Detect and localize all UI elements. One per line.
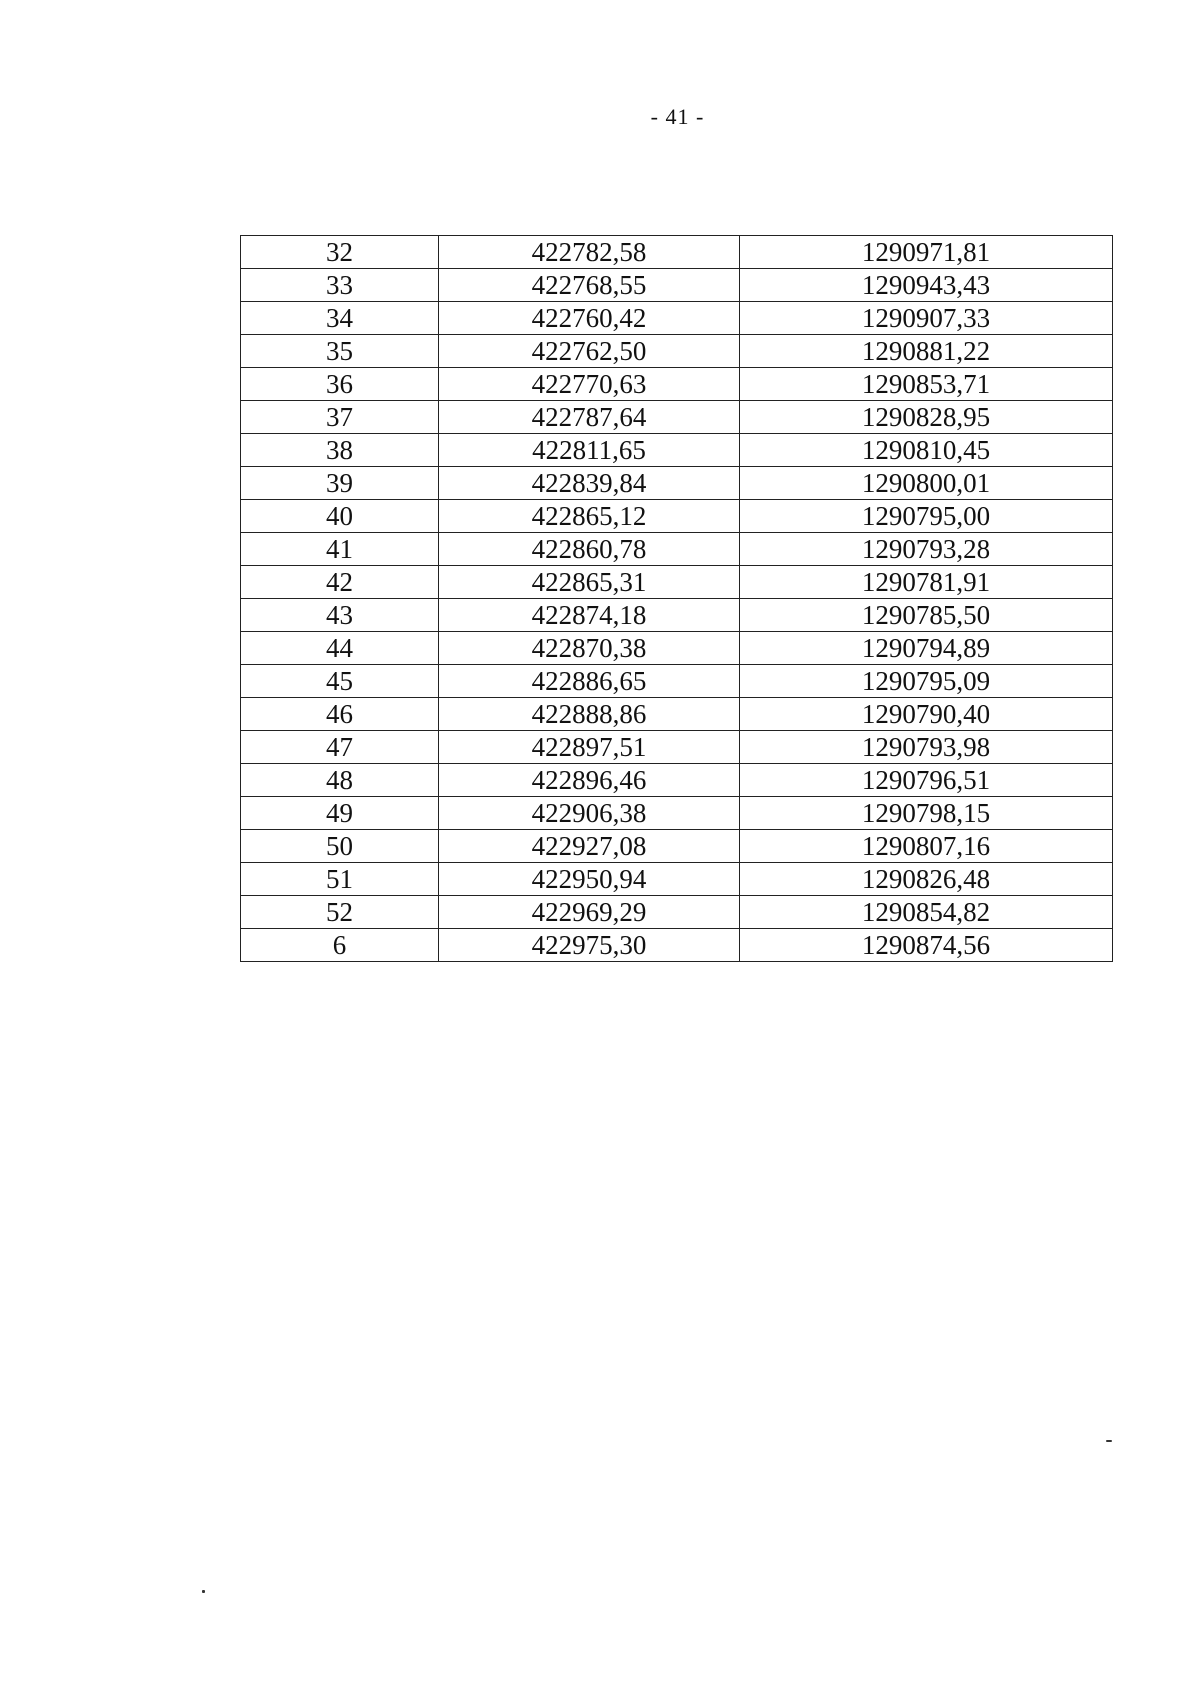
x-coordinate-cell: 422975,30 [439,929,740,962]
x-coordinate-cell: 422896,46 [439,764,740,797]
point-number-cell: 38 [241,434,439,467]
scan-speck [1106,1440,1112,1442]
y-coordinate-cell: 1290795,00 [740,500,1113,533]
x-coordinate-cell: 422787,64 [439,401,740,434]
y-coordinate-cell: 1290881,22 [740,335,1113,368]
point-number-cell: 52 [241,896,439,929]
x-coordinate-cell: 422782,58 [439,236,740,269]
y-coordinate-cell: 1290971,81 [740,236,1113,269]
x-coordinate-cell: 422886,65 [439,665,740,698]
table-row [241,896,1113,929]
x-coordinate-cell: 422865,31 [439,566,740,599]
point-number-cell: 6 [241,929,439,962]
x-coordinate-cell: 422874,18 [439,599,740,632]
point-number-cell: 33 [241,269,439,302]
y-coordinate-cell: 1290781,91 [740,566,1113,599]
y-coordinate-cell: 1290800,01 [740,467,1113,500]
y-coordinate-cell: 1290795,09 [740,665,1113,698]
point-number-cell: 49 [241,797,439,830]
point-number-cell: 47 [241,731,439,764]
table-row [241,401,1113,434]
x-coordinate-cell: 422760,42 [439,302,740,335]
table-row [241,929,1113,962]
y-coordinate-cell: 1290790,40 [740,698,1113,731]
table-row [241,533,1113,566]
point-number-cell: 48 [241,764,439,797]
table-row [241,269,1113,302]
point-number-cell: 50 [241,830,439,863]
x-coordinate-cell: 422870,38 [439,632,740,665]
point-number-cell: 44 [241,632,439,665]
point-number-cell: 46 [241,698,439,731]
x-coordinate-cell: 422888,86 [439,698,740,731]
point-number-cell: 41 [241,533,439,566]
x-coordinate-cell: 422969,29 [439,896,740,929]
point-number-cell: 39 [241,467,439,500]
point-number-cell: 34 [241,302,439,335]
x-coordinate-cell: 422927,08 [439,830,740,863]
point-number-cell: 36 [241,368,439,401]
x-coordinate-cell: 422811,65 [439,434,740,467]
y-coordinate-cell: 1290793,28 [740,533,1113,566]
table-row [241,434,1113,467]
table-row [241,764,1113,797]
y-coordinate-cell: 1290826,48 [740,863,1113,896]
y-coordinate-cell: 1290853,71 [740,368,1113,401]
coordinates-table-body [241,236,1113,962]
y-coordinate-cell: 1290807,16 [740,830,1113,863]
x-coordinate-cell: 422897,51 [439,731,740,764]
x-coordinate-cell: 422839,84 [439,467,740,500]
point-number-cell: 32 [241,236,439,269]
x-coordinate-cell: 422950,94 [439,863,740,896]
y-coordinate-cell: 1290907,33 [740,302,1113,335]
table-row [241,599,1113,632]
page-number: - 41 - [650,104,705,129]
table-row [241,467,1113,500]
table-row [241,632,1113,665]
table-row [241,665,1113,698]
x-coordinate-cell: 422770,63 [439,368,740,401]
table-row [241,335,1113,368]
table-row [241,500,1113,533]
point-number-cell: 35 [241,335,439,368]
coordinates-table [240,235,1113,962]
point-number-cell: 51 [241,863,439,896]
point-number-cell: 45 [241,665,439,698]
point-number-cell: 37 [241,401,439,434]
scan-speck [202,1590,205,1593]
x-coordinate-cell: 422860,78 [439,533,740,566]
y-coordinate-cell: 1290794,89 [740,632,1113,665]
point-number-cell: 42 [241,566,439,599]
x-coordinate-cell: 422768,55 [439,269,740,302]
table-row [241,302,1113,335]
y-coordinate-cell: 1290854,82 [740,896,1113,929]
table-row [241,566,1113,599]
y-coordinate-cell: 1290943,43 [740,269,1113,302]
y-coordinate-cell: 1290828,95 [740,401,1113,434]
point-number-cell: 40 [241,500,439,533]
x-coordinate-cell: 422906,38 [439,797,740,830]
table-row [241,236,1113,269]
x-coordinate-cell: 422762,50 [439,335,740,368]
y-coordinate-cell: 1290874,56 [740,929,1113,962]
y-coordinate-cell: 1290793,98 [740,731,1113,764]
y-coordinate-cell: 1290798,15 [740,797,1113,830]
table-row [241,368,1113,401]
table-row [241,731,1113,764]
y-coordinate-cell: 1290810,45 [740,434,1113,467]
table-row [241,797,1113,830]
y-coordinate-cell: 1290796,51 [740,764,1113,797]
y-coordinate-cell: 1290785,50 [740,599,1113,632]
point-number-cell: 43 [241,599,439,632]
table-row [241,830,1113,863]
x-coordinate-cell: 422865,12 [439,500,740,533]
table-row [241,863,1113,896]
table-row [241,698,1113,731]
